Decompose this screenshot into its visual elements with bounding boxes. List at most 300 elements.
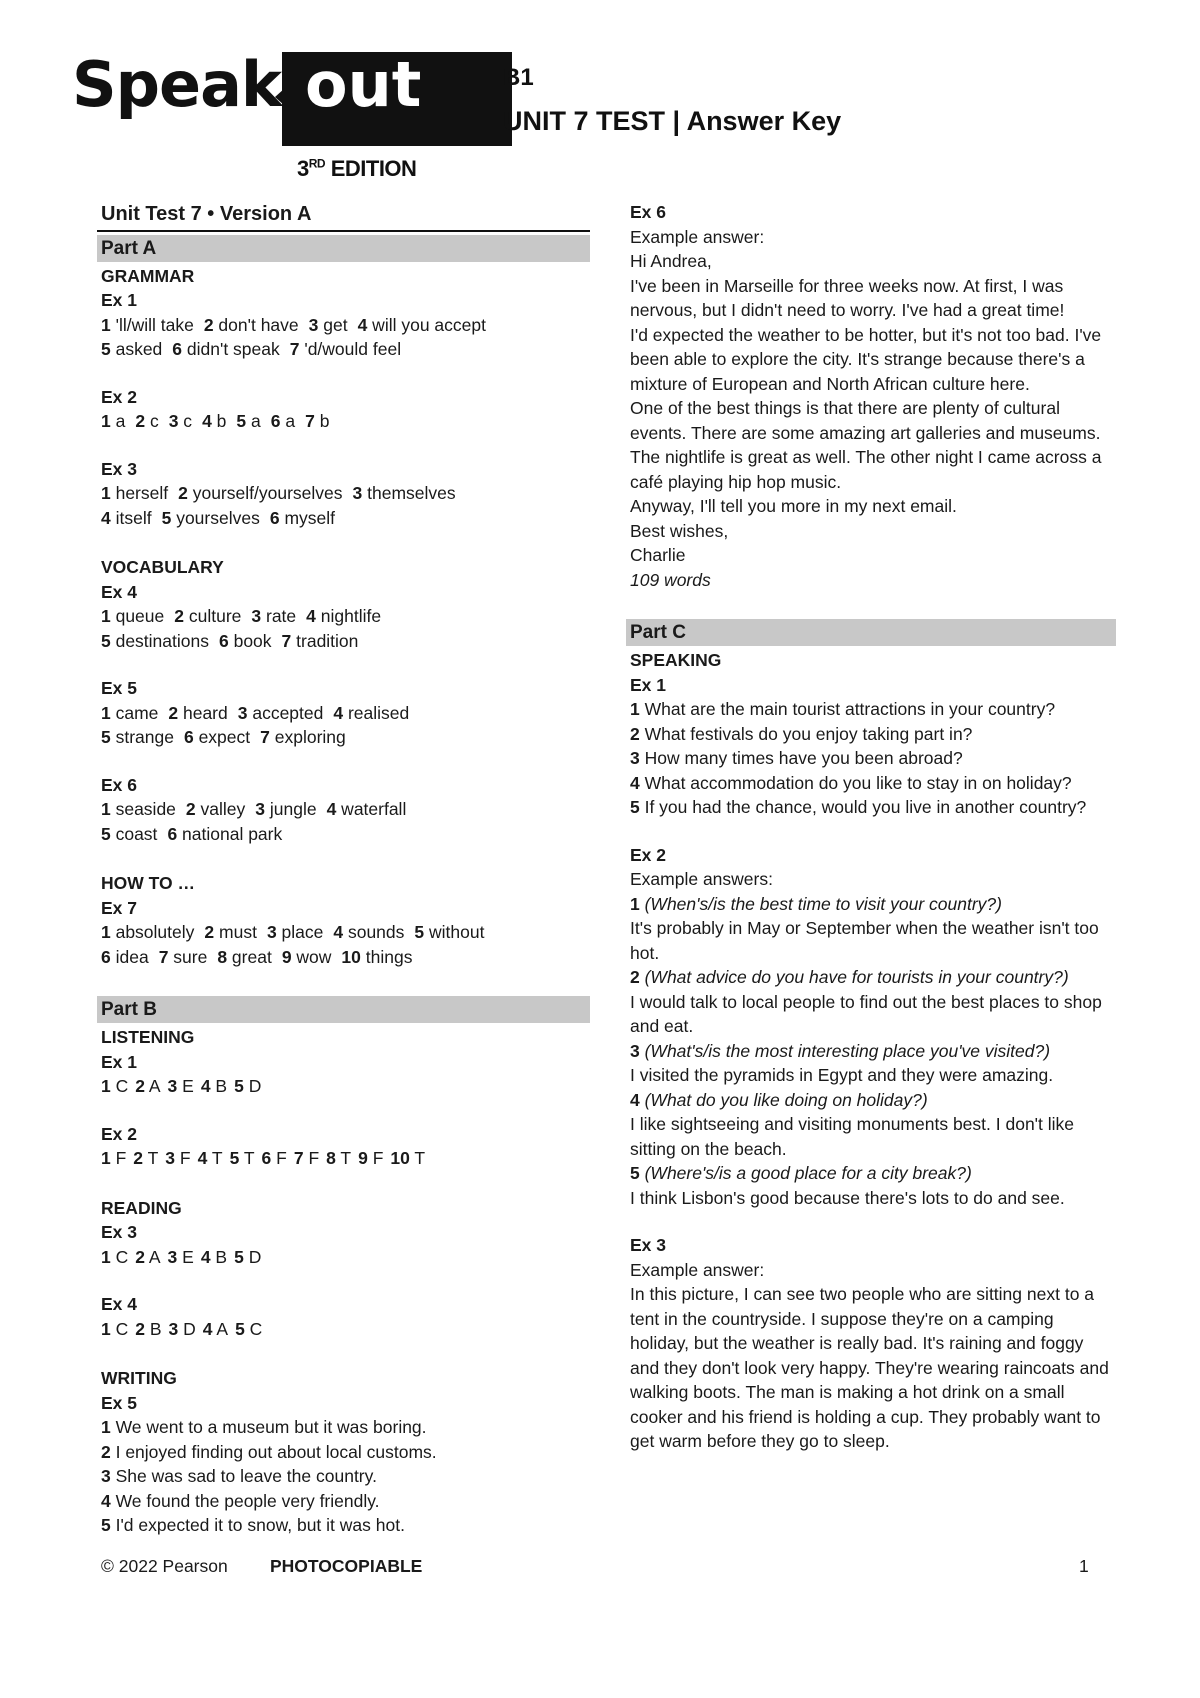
grammar-heading: GRAMMAR [101, 265, 195, 286]
answer-item [333, 703, 409, 723]
answer-row [97, 1245, 590, 1270]
item-number: 4 [326, 799, 337, 819]
item-number: 2 [630, 723, 640, 744]
item-answer: don't have [213, 314, 299, 335]
unit-title: Unit Test 7 • Version A [97, 200, 590, 232]
answer-row [97, 725, 590, 750]
item-answer: T [143, 1148, 159, 1168]
ex1-label: Ex 1 [101, 290, 137, 310]
item-answer: book [228, 630, 272, 651]
item-answer: without [424, 922, 485, 942]
item-number: 4 [630, 1089, 640, 1110]
item-number: 3 [167, 1076, 178, 1096]
item-number: 8 [217, 946, 228, 967]
item-number: 1 [101, 1246, 111, 1267]
item-number: 7 [305, 411, 315, 431]
example-answer: I think Lisbon's good because there's lots to do and see. [630, 1187, 1065, 1208]
answer-item [270, 508, 335, 528]
answer-row [97, 701, 590, 726]
item-text: We went to a museum but it was boring. [110, 1417, 427, 1437]
item-number: 2 [178, 483, 188, 503]
answer-item [255, 799, 316, 819]
item-number: 2 [101, 1441, 111, 1462]
question-text: (When's/is the best time to visit your country?) [639, 893, 1002, 914]
item-number: 4 [202, 1318, 213, 1339]
item-number: 4 [333, 702, 344, 723]
answer-item [204, 315, 299, 335]
item-answer: place [276, 922, 324, 942]
item-number: 6 [167, 823, 178, 844]
answer-item [159, 947, 208, 967]
answer-item [135, 1247, 160, 1267]
item-answer: national park [177, 823, 283, 844]
item-answer: rate [261, 606, 297, 626]
answer-item [282, 631, 359, 651]
example-intro: Example answer: [630, 226, 765, 247]
answer-item [101, 947, 149, 967]
answer-item [358, 315, 486, 335]
item-number: 2 [204, 922, 215, 942]
logo-out-text: out [305, 48, 422, 121]
item-number: 1 [101, 483, 111, 503]
example-question [626, 965, 1116, 990]
item-number: 10 [390, 1148, 410, 1168]
item-number: 1 [101, 314, 111, 335]
logo-edition: 3RD EDITION [297, 156, 417, 181]
email-paragraph: I'd expected the weather to be hotter, but it's not too bad. I've been able to explore the city. It's strange because there's a mixture of European and North African culture here. [630, 324, 1102, 394]
list-item [626, 722, 1116, 747]
item-answer: heard [178, 702, 228, 723]
answer-item [234, 1076, 261, 1096]
item-answer: F [367, 1148, 384, 1168]
item-number: 6 [261, 1148, 272, 1168]
item-answer: F [110, 1148, 127, 1168]
item-answer: must [214, 922, 257, 942]
item-text: She was sad to leave the country. [110, 1466, 377, 1486]
item-number: 7 [260, 727, 270, 747]
answer-row [97, 481, 590, 506]
item-number: 9 [281, 946, 292, 967]
item-answer: absolutely [110, 922, 195, 942]
example-intro: Example answer: [630, 1259, 765, 1280]
answer-item [358, 1148, 383, 1168]
item-answer: will you accept [367, 314, 486, 335]
item-text: What are the main tourist attractions in your country? [639, 699, 1056, 719]
answer-item [414, 922, 484, 942]
question-text: (What's/is the most interesting place you've visited?) [639, 1040, 1051, 1061]
answer-item [168, 1076, 194, 1096]
item-number: 2 [630, 967, 640, 987]
item-answer: itself [110, 507, 152, 528]
answer-item [251, 606, 296, 626]
listening-heading: LISTENING [101, 1027, 195, 1047]
ex4-label: Ex 4 [101, 581, 137, 602]
example-question [626, 1039, 1116, 1064]
answer-item [101, 411, 125, 431]
answer-row [97, 604, 590, 629]
item-answer: C [110, 1076, 129, 1096]
item-text: What accommodation do you like to stay in on holiday? [639, 772, 1072, 793]
answer-item [309, 315, 348, 335]
item-number: 4 [197, 1148, 208, 1168]
item-number: 2 [174, 606, 184, 626]
answer-item [267, 922, 323, 942]
part-c-heading: Part C [626, 619, 1116, 646]
list-item [97, 1415, 590, 1440]
item-answer: B [210, 1246, 228, 1267]
answer-row [97, 797, 590, 822]
writing-heading: WRITING [101, 1368, 177, 1388]
item-number: 1 [630, 893, 640, 914]
answer-item [165, 1148, 190, 1168]
example-answer: I like sightseeing and visiting monuments best. I don't like sitting on the beach. [630, 1114, 1074, 1159]
item-number: 5 [101, 1515, 111, 1535]
item-number: 1 [101, 1076, 111, 1096]
item-answer: T [335, 1148, 352, 1168]
page-title: UNIT 7 TEST | Answer Key [503, 106, 842, 136]
right-column [626, 200, 1116, 1454]
ex4-label: Ex 4 [101, 1294, 137, 1314]
answer-item [333, 922, 404, 942]
item-number: 6 [219, 630, 229, 651]
item-number: 1 [101, 922, 111, 942]
item-number: 7 [158, 946, 169, 967]
example-question [626, 892, 1116, 917]
item-number: 3 [266, 922, 277, 942]
answer-item [133, 1148, 158, 1168]
item-answer: idea [110, 946, 149, 967]
item-answer: a [280, 411, 296, 431]
answer-item [203, 1319, 228, 1339]
item-number: 1 [101, 799, 111, 819]
ex3-label: Ex 3 [101, 1222, 137, 1242]
item-answer: a [246, 411, 261, 431]
item-number: 2 [185, 799, 196, 819]
answer-item [235, 1319, 262, 1339]
list-item [97, 1513, 590, 1538]
item-number: 7 [293, 1148, 304, 1168]
item-answer: F [271, 1148, 287, 1168]
answer-item [101, 483, 168, 503]
item-answer: a [110, 411, 126, 431]
item-answer: b [314, 411, 330, 431]
answer-item [282, 947, 332, 967]
item-number: 3 [255, 799, 265, 819]
item-answer: c [178, 411, 193, 431]
list-item [97, 1464, 590, 1489]
item-answer: yourselves [171, 507, 260, 528]
item-answer: tradition [291, 630, 359, 651]
item-answer: c [145, 411, 159, 431]
item-answer: 'd/would feel [299, 339, 402, 359]
item-number: 5 [101, 823, 111, 844]
answer-item [290, 339, 401, 359]
reading-heading: READING [101, 1197, 182, 1218]
ex5-label: Ex 5 [101, 678, 137, 698]
item-number: 3 [101, 1466, 111, 1486]
item-number: 2 [135, 1318, 145, 1339]
list-item [626, 771, 1116, 796]
item-number: 4 [357, 314, 368, 335]
item-number: 2 [135, 411, 146, 431]
example-paragraph: In this picture, I can see two people who are sitting next to a tent in the countryside. I suppose they're on a camping holiday, but the weather is really bad. It's raining and foggy and they don't look very happy. They're wearing raincoats and walking boots. The man is making a hot drink on a small cooker and his friend is holding a cup. They probably want to get warm before they go to sleep. [630, 1284, 1109, 1451]
item-number: 3 [630, 748, 640, 768]
item-answer: get [318, 314, 348, 335]
vocabulary-heading: VOCABULARY [101, 557, 224, 577]
item-answer: realised [343, 702, 410, 723]
answer-item [135, 1076, 160, 1096]
answer-row [97, 920, 590, 945]
item-number: 5 [161, 507, 172, 528]
question-text: (What advice do you have for tourists in your country?) [639, 967, 1069, 987]
item-answer: waterfall [336, 799, 407, 819]
left-column [97, 200, 590, 1538]
ex5-label: Ex 5 [101, 1392, 137, 1413]
item-text: If you had the chance, would you live in another country? [639, 797, 1087, 817]
item-number: 6 [269, 507, 280, 528]
answer-item [169, 1319, 196, 1339]
item-answer: themselves [362, 483, 456, 503]
howto-heading: HOW TO … [101, 873, 195, 893]
item-number: 5 [229, 1148, 240, 1168]
item-number: 4 [630, 772, 640, 793]
answer-lines [97, 1415, 590, 1538]
answer-row [97, 506, 590, 531]
item-answer: C [244, 1318, 263, 1339]
answer-item [198, 1148, 223, 1168]
list-item [626, 795, 1116, 820]
example-question [626, 1088, 1116, 1113]
item-number: 4 [101, 1490, 111, 1511]
item-number: 5 [234, 1246, 244, 1267]
ex1-label: Ex 1 [101, 1051, 137, 1072]
answer-item [202, 411, 226, 431]
part-b-heading: Part B [97, 996, 590, 1023]
item-number: 2 [135, 1246, 145, 1267]
item-number: 5 [101, 339, 111, 359]
question-text: (Where's/is a good place for a city break?) [639, 1163, 972, 1183]
item-number: 3 [168, 411, 179, 431]
answer-row [97, 1074, 590, 1099]
item-answer: destinations [110, 630, 209, 651]
item-number: 1 [630, 699, 640, 719]
answer-row [97, 337, 590, 362]
speaking-heading: SPEAKING [630, 650, 722, 670]
answer-item [101, 824, 157, 844]
ex2-label: Ex 2 [101, 386, 137, 407]
answer-item [101, 339, 162, 359]
item-text: What festivals do you enjoy taking part in? [639, 723, 973, 744]
logo-notch [275, 88, 285, 106]
answer-item [101, 508, 152, 528]
answer-item [101, 727, 174, 747]
item-number: 6 [101, 946, 111, 967]
email-greeting: Hi Andrea, [630, 251, 712, 271]
item-answer: culture [184, 606, 242, 626]
item-text: How many times have you been abroad? [639, 748, 963, 768]
answer-item [201, 1076, 227, 1096]
email-paragraph: Anyway, I'll tell you more in my next email. [630, 496, 957, 516]
answer-item [271, 411, 295, 431]
item-number: 7 [281, 630, 292, 651]
list-item [97, 1489, 590, 1514]
item-number: 3 [352, 483, 363, 503]
list-item [97, 1440, 590, 1465]
item-answer: sounds [343, 922, 405, 942]
item-number: 6 [183, 727, 194, 747]
item-answer: D [243, 1246, 262, 1267]
word-count: 109 words [630, 569, 711, 590]
answer-item [174, 606, 241, 626]
ex7-label: Ex 7 [101, 897, 137, 918]
list-item [626, 697, 1116, 722]
answer-item [204, 922, 257, 942]
item-answer: T [207, 1148, 223, 1168]
item-number: 2 [168, 702, 179, 723]
answer-row [97, 945, 590, 970]
item-number: 1 [101, 606, 111, 626]
item-text: We found the people very friendly. [110, 1490, 380, 1511]
answer-item [186, 799, 245, 819]
question-lines [626, 697, 1116, 820]
item-number: 2 [203, 314, 214, 335]
item-number: 6 [172, 339, 183, 359]
item-text: I'd expected it to snow, but it was hot. [110, 1515, 405, 1535]
answer-item [326, 1148, 351, 1168]
answer-row [97, 1317, 590, 1342]
item-number: 8 [326, 1148, 336, 1168]
email-paragraph: One of the best things is that there are plenty of cultural events. There are some amazing art galleries and museums. The nightlife is great as well. The other night I came across a café playing hip hop music. [630, 398, 1102, 492]
part-a-heading: Part A [97, 235, 590, 262]
qa-list [626, 892, 1116, 1211]
item-number: 4 [200, 1076, 211, 1096]
answer-item [135, 1319, 161, 1339]
page-number: 1 [1079, 1556, 1089, 1576]
ex2-label: Ex 2 [630, 844, 666, 865]
answer-item [167, 824, 282, 844]
item-number: 4 [202, 411, 212, 431]
answer-item [306, 606, 381, 626]
item-answer: A [144, 1246, 161, 1267]
ex6-label: Ex 6 [101, 774, 137, 795]
answer-item [168, 1247, 194, 1267]
item-number: 3 [168, 1318, 179, 1339]
item-answer: C [110, 1318, 129, 1339]
answer-item [390, 1148, 425, 1168]
item-answer: sure [168, 946, 208, 967]
item-number: 5 [235, 1318, 245, 1339]
answer-item [101, 1247, 128, 1267]
answer-item [101, 606, 164, 626]
answer-item [178, 483, 342, 503]
item-answer: D [178, 1318, 196, 1339]
item-answer: A [144, 1076, 161, 1096]
answer-item [101, 1319, 128, 1339]
answer-item [168, 703, 227, 723]
item-number: 3 [167, 1246, 178, 1267]
answer-item [238, 703, 324, 723]
item-number: 5 [101, 727, 111, 747]
item-number: 3 [165, 1148, 176, 1168]
answer-item [184, 727, 250, 747]
item-number: 5 [414, 922, 425, 942]
item-answer: accepted [247, 702, 324, 723]
answer-item [305, 411, 329, 431]
item-answer: b [211, 411, 227, 431]
item-answer: F [175, 1148, 191, 1168]
item-number: 3 [237, 702, 248, 723]
item-answer: asked [110, 339, 163, 359]
item-answer: D [243, 1076, 262, 1096]
item-answer: herself [110, 483, 169, 503]
item-number: 1 [101, 1148, 111, 1168]
item-number: 5 [630, 797, 640, 817]
item-answer: queue [110, 606, 165, 626]
item-answer: strange [110, 727, 174, 747]
speakout-logo [72, 50, 442, 180]
item-answer: A [212, 1318, 229, 1339]
item-answer: wow [291, 946, 332, 967]
example-question [626, 1161, 1116, 1186]
answer-item [162, 508, 260, 528]
item-answer: didn't speak [182, 339, 280, 359]
answer-item [101, 922, 194, 942]
item-answer: myself [279, 507, 336, 528]
answer-item [236, 411, 260, 431]
item-answer: T [239, 1148, 255, 1168]
item-answer: exploring [269, 727, 346, 747]
answer-item [169, 411, 192, 431]
answer-item [260, 727, 346, 747]
answer-item [101, 1076, 128, 1096]
logo-speak-text: Speak [72, 48, 282, 121]
photocopiable-label: PHOTOCOPIABLE [270, 1556, 423, 1576]
answer-row [97, 629, 590, 654]
answer-item [219, 631, 272, 651]
ex3-label: Ex 3 [630, 1235, 666, 1255]
item-number: 3 [308, 314, 319, 335]
email-paragraph: I've been in Marseille for three weeks now. At first, I was nervous, but I didn't need to worry. I've had a great time! [630, 275, 1065, 320]
item-number: 6 [270, 411, 281, 431]
item-answer: seaside [110, 799, 176, 819]
list-item [626, 746, 1116, 771]
answer-item [101, 1148, 126, 1168]
item-number: 1 [101, 1417, 111, 1437]
answer-row [97, 313, 590, 338]
item-answer: jungle [265, 799, 317, 819]
item-answer: yourself/yourselves [187, 483, 343, 503]
item-answer: F [303, 1148, 320, 1168]
answer-item [234, 1247, 261, 1267]
item-answer: great [227, 946, 272, 967]
item-number: 4 [200, 1246, 211, 1267]
item-answer: C [110, 1246, 129, 1267]
item-number: 5 [236, 411, 247, 431]
item-number: 5 [101, 630, 111, 651]
level-label: B1 [503, 64, 534, 91]
item-answer: B [210, 1076, 228, 1096]
example-answer: I would talk to local people to find out the best places to shop and eat. [630, 991, 1102, 1036]
answer-item [217, 947, 271, 967]
item-number: 5 [234, 1076, 244, 1096]
answer-row [97, 822, 590, 847]
answer-item [172, 339, 279, 359]
item-number: 2 [133, 1148, 144, 1168]
item-number: 4 [101, 507, 111, 528]
example-intro: Example answers: [630, 869, 773, 889]
item-text: I enjoyed finding out about local customs. [110, 1441, 437, 1462]
answer-item [201, 1247, 227, 1267]
